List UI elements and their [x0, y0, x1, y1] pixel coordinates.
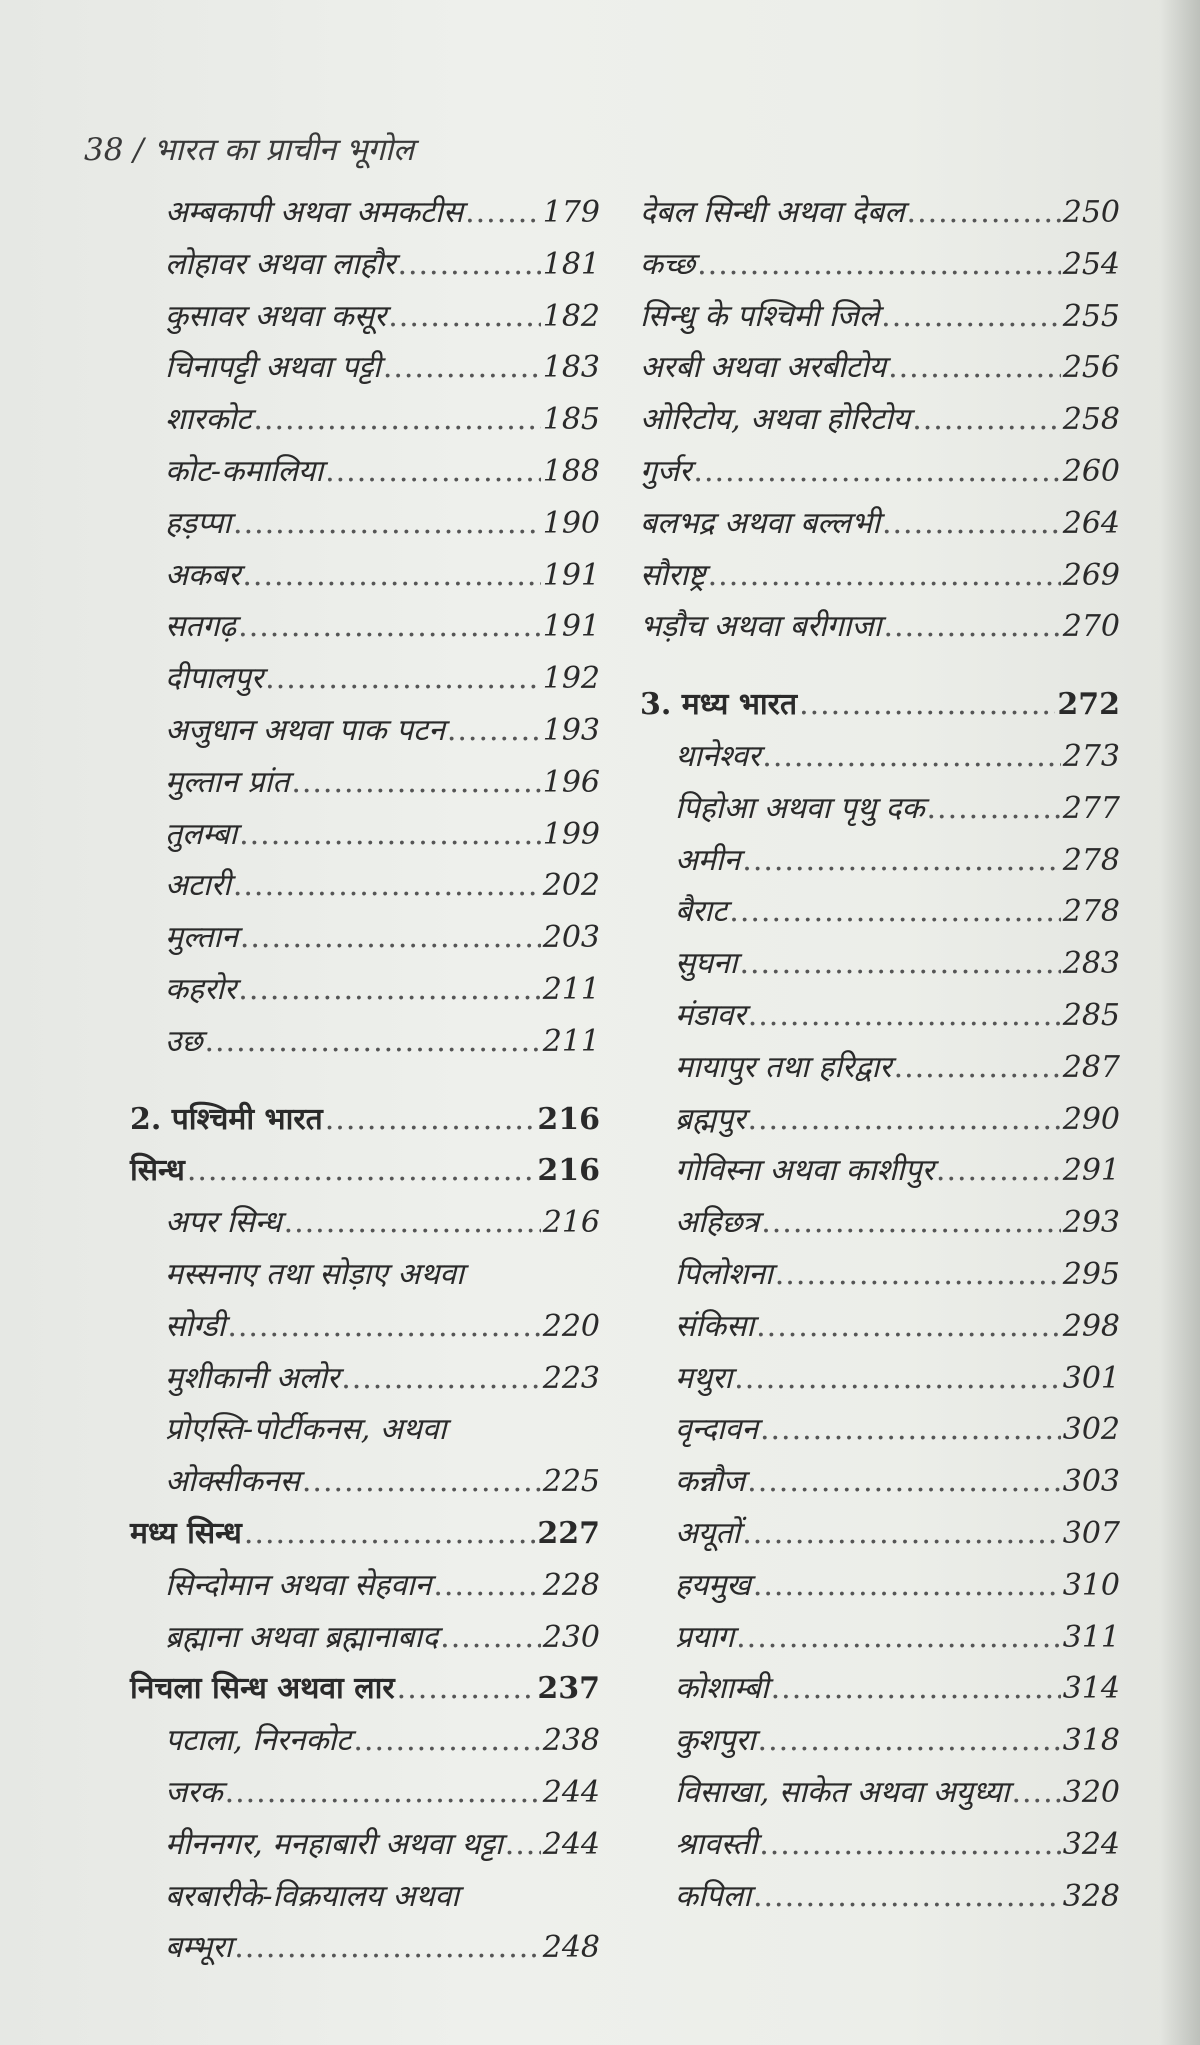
- toc-entry-title: कपिला: [675, 1878, 751, 1914]
- dot-leader: [465, 195, 541, 230]
- toc-entry: [130, 1770, 600, 1822]
- dot-leader: [397, 1671, 536, 1706]
- toc-entry: [130, 242, 600, 294]
- toc-entry-title: शारकोट: [165, 402, 252, 438]
- toc-entry-title: 3. मध्य भारत: [640, 687, 798, 723]
- toc-entry-title: जरक: [165, 1774, 223, 1810]
- toc-entry: [640, 1097, 1120, 1149]
- toc-entry: [130, 1511, 600, 1563]
- toc-entry: [130, 1252, 600, 1304]
- toc-entry-title: प्रोएस्ति-पोर्टीकनस, अथवा: [165, 1412, 447, 1448]
- toc-entry: [130, 501, 600, 553]
- toc-entry-title: पिलोशना: [675, 1256, 773, 1292]
- toc-entry: [640, 345, 1120, 397]
- toc-entry-title: मायापुर तथा हरिद्वार: [675, 1049, 892, 1085]
- toc-entry: [640, 1666, 1120, 1718]
- toc-entry-title: अयूतों: [675, 1515, 741, 1551]
- toc-entry: [640, 734, 1120, 786]
- toc-entry-title: सिन्ध: [130, 1153, 185, 1189]
- dot-leader: [225, 1775, 541, 1810]
- toc-entry-page: 256: [1062, 350, 1120, 386]
- toc-entry-page: 314: [1062, 1671, 1120, 1707]
- toc-entry-page: 202: [542, 868, 600, 904]
- toc-entry-title: मुल्तान प्रांत: [165, 764, 290, 800]
- toc-entry: [640, 553, 1120, 605]
- toc-entry: [130, 1304, 600, 1356]
- dot-leader: [238, 609, 541, 644]
- toc-entry: [130, 708, 600, 760]
- dot-leader: [912, 402, 1061, 437]
- dot-leader: [187, 1153, 536, 1188]
- toc-entry: [130, 1563, 600, 1615]
- section-gap: [640, 656, 1120, 682]
- toc-entry: [640, 501, 1120, 553]
- toc-entry-page: 303: [1062, 1464, 1120, 1500]
- toc-entry: [130, 760, 600, 812]
- toc-entry-title: श्रावस्ती: [675, 1826, 758, 1862]
- toc-entry: [130, 1407, 600, 1459]
- toc-entry-title: हड़प्पा: [165, 505, 232, 541]
- toc-entry: [130, 1874, 600, 1926]
- toc-entry-title: ओक्सीकनस: [165, 1464, 300, 1500]
- dot-leader: [233, 506, 541, 541]
- dot-leader: [771, 1671, 1061, 1706]
- toc-entry-page: 216: [537, 1153, 600, 1189]
- toc-entry-page: 227: [537, 1515, 600, 1551]
- toc-entry-title: तुलम्बा: [165, 816, 238, 852]
- toc-entry-title: कोशाम्बी: [675, 1671, 769, 1707]
- toc-entry-title: चिनापट्टी अथवा पट्टी: [165, 350, 381, 386]
- toc-entry: [640, 1304, 1120, 1356]
- dot-leader: [747, 1102, 1060, 1137]
- toc-entry-page: 183: [542, 350, 600, 386]
- toc-entry-title: विसाखा, साकेत अथवा अयुध्या: [675, 1774, 1010, 1810]
- page-header: 38 / भारत का प्राचीन भूगोल: [84, 132, 415, 168]
- dot-leader: [447, 713, 541, 748]
- toc-entry-title: वृन्दावन: [675, 1412, 758, 1448]
- dot-leader: [302, 1464, 541, 1499]
- toc-entry-title: मस्सनाए तथा सोड़ाए अथवा: [165, 1256, 464, 1292]
- toc-entry: [640, 1511, 1120, 1563]
- toc-entry-page: 293: [1062, 1205, 1120, 1241]
- toc-entry-page: 216: [537, 1101, 600, 1137]
- toc-entry-page: 216: [542, 1205, 600, 1241]
- toc-entry-page: 320: [1062, 1774, 1120, 1810]
- toc-entry: [130, 1356, 600, 1408]
- dot-leader: [742, 843, 1060, 878]
- toc-entry-page: 318: [1062, 1723, 1120, 1759]
- toc-entry-page: 211: [542, 971, 600, 1007]
- toc-entry: [640, 941, 1120, 993]
- toc-entry: [640, 1563, 1120, 1615]
- toc-entry-title: कोट-कमालिया: [165, 453, 324, 489]
- dot-leader: [753, 1879, 1061, 1914]
- dot-leader: [204, 1024, 540, 1059]
- toc-entry-title: देबल सिन्धी अथवा देबल: [640, 195, 905, 230]
- dot-leader: [325, 454, 541, 489]
- toc-entry-page: 302: [1062, 1412, 1120, 1448]
- toc-entry-page: 191: [542, 557, 600, 593]
- toc-entry-page: 244: [542, 1774, 600, 1810]
- toc-entry-title: पिहोआ अथवा पृथु दक: [675, 790, 925, 826]
- toc-entry-title: दीपालपुर: [165, 661, 264, 697]
- dot-leader: [440, 1620, 541, 1655]
- dot-leader: [253, 402, 540, 437]
- toc-entry: [640, 242, 1120, 294]
- toc-entry-title: मीननगर, मनहाबारी अथवा थट्टा: [165, 1826, 503, 1862]
- toc-entry-title: सतगढ़: [165, 609, 237, 645]
- toc-entry-title: कुसावर अथवा कसूर: [165, 298, 387, 334]
- toc-entry: [640, 190, 1120, 242]
- toc-entry: [130, 1822, 600, 1874]
- toc-entry-title: बरबारीके-विक्रयालय अथवा: [165, 1878, 459, 1914]
- toc-entry-title: हयमुख: [675, 1567, 751, 1603]
- toc-entry: [640, 397, 1120, 449]
- toc-entry-title: सिन्दोमान अथवा सेहवान: [165, 1567, 432, 1603]
- toc-entry: [130, 1097, 600, 1149]
- toc-entry-page: 278: [1062, 894, 1120, 930]
- dot-leader: [742, 1516, 1061, 1551]
- toc-entry-page: 272: [1057, 687, 1120, 723]
- dot-leader: [907, 195, 1061, 230]
- toc-entry-page: 287: [1062, 1049, 1120, 1085]
- toc-entry: [640, 1045, 1120, 1097]
- toc-entry-page: 196: [542, 764, 600, 800]
- toc-entry-title: बम्भूरा: [165, 1930, 233, 1966]
- toc-entry: [130, 1019, 600, 1071]
- toc-entry-title: भड़ौच अथवा बरीगाजा: [640, 609, 882, 645]
- dot-leader: [244, 1516, 536, 1551]
- toc-entry-title: सौराष्ट्र: [640, 557, 706, 593]
- toc-entry: [640, 1459, 1120, 1511]
- toc-entry-page: 190: [542, 505, 600, 541]
- toc-entry-title: सिन्धु के पश्चिमी जिले: [640, 298, 880, 334]
- toc-entry: [130, 449, 600, 501]
- toc-entry-title: थानेश्वर: [675, 738, 761, 774]
- toc-entry-page: 228: [542, 1567, 600, 1603]
- toc-entry-title: अम्बकापी अथवा अमकटीस: [165, 195, 464, 230]
- toc-entry-page: 179: [542, 195, 600, 230]
- toc-entry: [640, 1252, 1120, 1304]
- toc-entry-page: 203: [542, 920, 600, 956]
- dot-leader: [239, 817, 541, 852]
- dot-leader: [739, 946, 1060, 981]
- toc-entry-page: 310: [1062, 1567, 1120, 1603]
- toc-entry-page: 324: [1062, 1826, 1120, 1862]
- toc-entry: [130, 553, 600, 605]
- toc-entry-title: अरबी अथवा अरबीटोय: [640, 350, 887, 386]
- toc-entry-page: 250: [1062, 195, 1120, 230]
- toc-entry: [130, 190, 600, 242]
- toc-entry-page: 264: [1062, 505, 1120, 541]
- dot-leader: [734, 1361, 1061, 1396]
- toc-entry: [130, 1925, 600, 1977]
- toc-entry-page: 199: [542, 816, 600, 852]
- toc-entry-page: 260: [1062, 453, 1120, 489]
- dot-leader: [353, 1723, 540, 1758]
- dot-leader: [325, 1102, 536, 1137]
- dot-leader: [762, 739, 1060, 774]
- toc-entry: [640, 1822, 1120, 1874]
- toc-entry: [640, 1148, 1120, 1200]
- dot-leader: [234, 1930, 540, 1965]
- toc-entry-title: 2. पश्चिमी भारत: [130, 1101, 323, 1137]
- section-gap: [130, 1071, 600, 1097]
- toc-entry-title: कहरोर: [165, 971, 237, 1007]
- toc-entry-page: 193: [542, 712, 600, 748]
- dot-leader: [265, 661, 541, 696]
- toc-entry-title: कन्नौज: [675, 1464, 746, 1500]
- dot-leader: [284, 1205, 541, 1240]
- dot-leader: [894, 1050, 1061, 1085]
- toc-entry: [130, 967, 600, 1019]
- toc-entry: [130, 863, 600, 915]
- toc-entry-page: 244: [542, 1826, 600, 1862]
- toc-entry-page: 311: [1062, 1619, 1120, 1655]
- toc-entry-page: 254: [1062, 246, 1120, 282]
- toc-entry-page: 248: [542, 1930, 600, 1966]
- toc-entry-page: 230: [542, 1619, 600, 1655]
- toc-entry: [640, 1356, 1120, 1408]
- dot-leader: [341, 1361, 541, 1396]
- toc-entry-page: 182: [542, 298, 600, 334]
- toc-entry: [640, 1615, 1120, 1667]
- toc-entry: [640, 1200, 1120, 1252]
- toc-entry-page: 220: [542, 1308, 600, 1344]
- toc-entry-title: गोविस्ना अथवा काशीपुर: [675, 1153, 934, 1189]
- dot-leader: [505, 1827, 541, 1862]
- toc-entry-page: 238: [542, 1723, 600, 1759]
- toc-entry-page: 185: [542, 402, 600, 438]
- toc-right-column: [640, 190, 1120, 1925]
- toc-entry-page: 328: [1062, 1878, 1120, 1914]
- toc-entry-page: 291: [1062, 1153, 1120, 1189]
- toc-entry: [130, 294, 600, 346]
- dot-leader: [883, 609, 1060, 644]
- dot-leader: [775, 1257, 1061, 1292]
- toc-entry-title: ओरिटोय, अथवा होरिटोय: [640, 402, 911, 438]
- toc-entry: [640, 889, 1120, 941]
- toc-entry: [130, 1615, 600, 1667]
- toc-entry-page: 225: [542, 1464, 600, 1500]
- toc-entry-title: मध्य सिन्ध: [130, 1515, 242, 1551]
- toc-entry-title: अहिछत्र: [675, 1205, 760, 1241]
- dot-leader: [238, 972, 540, 1007]
- toc-entry-title: अकबर: [165, 557, 241, 593]
- toc-entry: [130, 397, 600, 449]
- dot-leader: [233, 868, 541, 903]
- dot-leader: [761, 1205, 1061, 1240]
- dot-leader: [799, 687, 1055, 722]
- toc-entry-title: अजुधान अथवा पाक पटन: [165, 712, 445, 748]
- dot-leader: [697, 247, 1061, 282]
- toc-entry-page: 181: [542, 246, 600, 282]
- toc-entry-page: 192: [542, 661, 600, 697]
- toc-entry-page: 283: [1062, 946, 1120, 982]
- toc-entry-title: ब्रह्माना अथवा ब्रह्मानाबाद: [165, 1619, 439, 1655]
- toc-entry-title: ब्रह्मपुर: [675, 1101, 746, 1137]
- dot-leader: [736, 1620, 1061, 1655]
- toc-entry: [640, 294, 1120, 346]
- toc-entry-page: 301: [1062, 1360, 1120, 1396]
- toc-entry-page: 258: [1062, 402, 1120, 438]
- dot-leader: [729, 894, 1060, 929]
- toc-entry-title: मुशीकानी अलोर: [165, 1360, 340, 1396]
- toc-entry-title: अटारी: [165, 868, 231, 904]
- toc-entry-page: 298: [1062, 1308, 1120, 1344]
- dot-leader: [433, 1568, 540, 1603]
- toc-entry-title: पटाला, निरनकोट: [165, 1723, 352, 1759]
- toc-entry: [640, 449, 1120, 501]
- toc-entry-page: 273: [1062, 738, 1120, 774]
- toc-entry-page: 295: [1062, 1256, 1120, 1292]
- dot-leader: [242, 558, 540, 593]
- toc-entry-title: मुल्तान: [165, 920, 238, 956]
- toc-entry-page: 270: [1062, 609, 1120, 645]
- toc-entry-title: मथुरा: [675, 1360, 733, 1396]
- toc-entry-title: अमीन: [675, 842, 741, 878]
- toc-entry-page: 191: [542, 609, 600, 645]
- dot-leader: [758, 1723, 1061, 1758]
- toc-entry: [640, 838, 1120, 890]
- toc-entry-title: मंडावर: [675, 997, 746, 1033]
- toc-entry: [640, 993, 1120, 1045]
- toc-entry-page: 211: [542, 1023, 600, 1059]
- toc-entry: [130, 812, 600, 864]
- dot-leader: [882, 506, 1061, 541]
- toc-entry-title: प्रयाग: [675, 1619, 735, 1655]
- toc-entry: [640, 786, 1120, 838]
- toc-entry-page: 278: [1062, 842, 1120, 878]
- dot-leader: [748, 998, 1061, 1033]
- dot-leader: [927, 791, 1061, 826]
- toc-left-column: [130, 190, 600, 1977]
- toc-entry-title: संकिसा: [675, 1308, 755, 1344]
- toc-entry: [640, 1874, 1120, 1926]
- dot-leader: [397, 247, 540, 282]
- toc-entry-title: अपर सिन्ध: [165, 1205, 282, 1241]
- toc-entry: [130, 1148, 600, 1200]
- dot-leader: [881, 299, 1061, 334]
- toc-entry-page: 307: [1062, 1515, 1120, 1551]
- toc-entry: [130, 1718, 600, 1770]
- toc-entry-page: 237: [537, 1671, 600, 1707]
- toc-entry: [130, 1459, 600, 1511]
- toc-entry-page: 285: [1062, 997, 1120, 1033]
- dot-leader: [708, 558, 1061, 593]
- toc-entry-page: 255: [1062, 298, 1120, 334]
- toc-entry-title: लोहावर अथवा लाहौर: [165, 246, 396, 282]
- toc-entry-page: 290: [1062, 1101, 1120, 1137]
- dot-leader: [388, 299, 540, 334]
- toc-entry-title: सुघना: [675, 946, 738, 982]
- toc-entry-title: सोग्डी: [165, 1308, 226, 1344]
- toc-entry: [130, 656, 600, 708]
- toc-entry-page: 223: [542, 1360, 600, 1396]
- toc-entry-page: 269: [1062, 557, 1120, 593]
- toc-entry: [640, 604, 1120, 656]
- dot-leader: [227, 1309, 540, 1344]
- toc-entry-title: कुशपुरा: [675, 1723, 756, 1759]
- toc-entry: [640, 1407, 1120, 1459]
- toc-entry-title: गुर्जर: [640, 453, 692, 489]
- dot-leader: [240, 920, 541, 955]
- toc-entry: [640, 1770, 1120, 1822]
- toc-entry-title: उछ: [165, 1023, 203, 1059]
- toc-entry-page: 277: [1062, 790, 1120, 826]
- dot-leader: [759, 1827, 1061, 1862]
- dot-leader: [383, 350, 541, 385]
- dot-leader: [1011, 1775, 1060, 1810]
- toc-entry: [130, 604, 600, 656]
- dot-leader: [693, 454, 1060, 489]
- dot-leader: [756, 1309, 1061, 1344]
- dot-leader: [747, 1464, 1061, 1499]
- toc-entry-title: बैराट: [675, 894, 728, 930]
- toc-entry: [130, 1666, 600, 1718]
- toc-entry-title: बलभद्र अथवा बल्लभी: [640, 505, 880, 541]
- toc-entry-page: 188: [542, 453, 600, 489]
- page-edge-shadow: [1160, 0, 1200, 2045]
- toc-entry-title: कच्छ: [640, 246, 696, 282]
- dot-leader: [760, 1412, 1061, 1447]
- toc-entry: [130, 915, 600, 967]
- toc-entry: [130, 345, 600, 397]
- dot-leader: [936, 1153, 1061, 1188]
- toc-entry: [640, 1718, 1120, 1770]
- toc-entry: [130, 1200, 600, 1252]
- toc-entry-title: निचला सिन्ध अथवा लार: [130, 1671, 395, 1707]
- dot-leader: [888, 350, 1061, 385]
- toc-entry: [640, 682, 1120, 734]
- dot-leader: [291, 765, 540, 800]
- dot-leader: [753, 1568, 1061, 1603]
